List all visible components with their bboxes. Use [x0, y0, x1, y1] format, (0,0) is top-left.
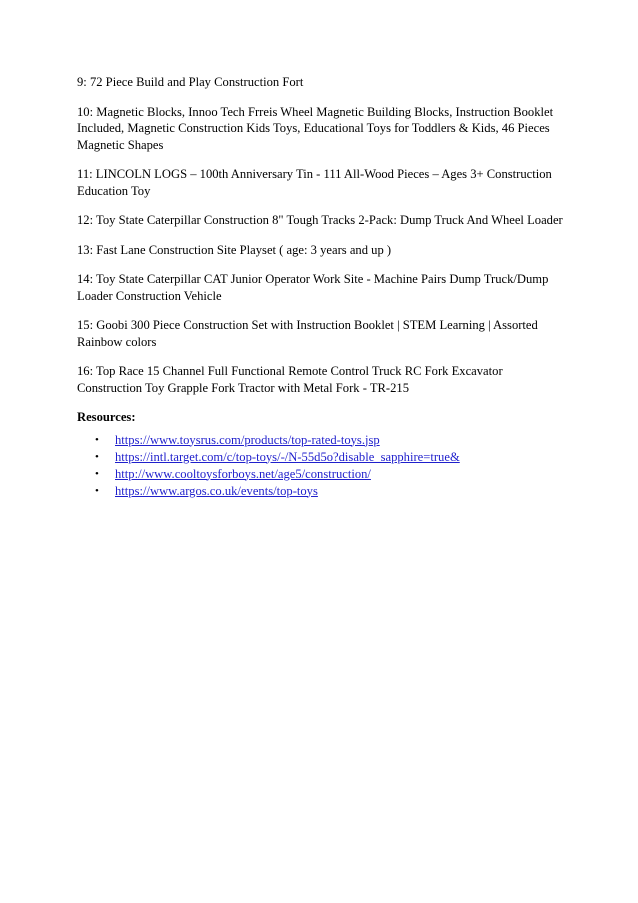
list-item-11: 11: LINCOLN LOGS – 100th Anniversary Tin - 111 All-Wood Pieces – Ages 3+ Construction Education Toy [77, 167, 552, 198]
document-content [77, 74, 567, 500]
resource-link-item [95, 432, 567, 449]
resource-link-argos[interactable]: https://www.argos.co.uk/events/top-toys [115, 483, 318, 498]
list-item-14: 14: Toy State Caterpillar CAT Junior Operator Work Site - Machine Pairs Dump Truck/Dump Loader Construction Vehicle [77, 272, 549, 303]
bullet-icon: • [95, 433, 99, 446]
bullet-icon: • [95, 467, 99, 480]
list-item-10: 10: Magnetic Blocks, Innoo Tech Frreis Wheel Magnetic Building Blocks, Instruction Booklet Included, Magnetic Construction Kids Toys, Educational Toys for Toddlers & Kids, 46 Pieces Magnetic Shapes [77, 104, 554, 152]
list-item-16: 16: Top Race 15 Channel Full Functional Remote Control Truck RC Fork Excavator Construction Toy Grapple Fork Tractor with Metal Fork - TR-215 [77, 364, 503, 395]
list-item-9: 9: 72 Piece Build and Play Construction Fort [77, 75, 304, 89]
resource-link-item [95, 449, 567, 466]
bullet-icon: • [95, 484, 99, 497]
resources-link-list [77, 432, 567, 500]
resource-link-target[interactable]: https://intl.target.com/c/top-toys/-/N-55d5o?disable_sapphire=true& [115, 449, 460, 464]
bullet-icon: • [95, 450, 99, 463]
resource-link-cooltoysforboys[interactable]: http://www.cooltoysforboys.net/age5/construction/ [115, 466, 371, 481]
resource-link-item [95, 466, 567, 483]
resource-link-toysrus[interactable]: https://www.toysrus.com/products/top-rated-toys.jsp [115, 432, 380, 447]
list-item-12: 12: Toy State Caterpillar Construction 8" Tough Tracks 2-Pack: Dump Truck And Wheel Loader [77, 213, 563, 227]
list-item-13: 13: Fast Lane Construction Site Playset ( age: 3 years and up ) [77, 242, 392, 257]
resources-heading: Resources: [77, 410, 136, 424]
list-item-15: 15: Goobi 300 Piece Construction Set with Instruction Booklet | STEM Learning | Assorted Rainbow colors [77, 318, 538, 349]
resource-link-item [95, 483, 567, 500]
